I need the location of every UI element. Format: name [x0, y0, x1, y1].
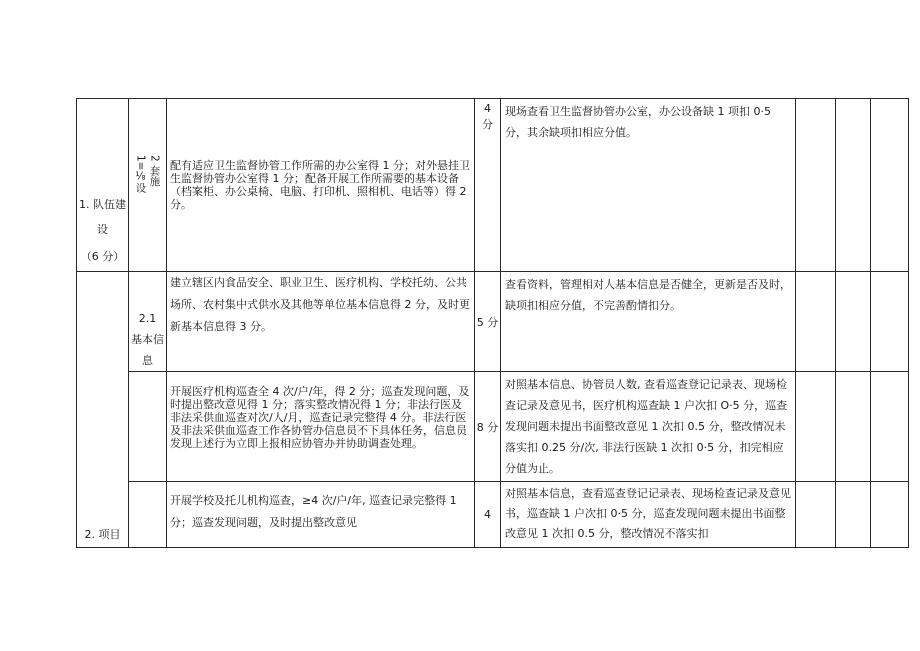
empty-cell	[836, 482, 871, 548]
table-row	[77, 99, 909, 272]
requirement-text: 建立辖区内食品安全、职业卫生、医疗机构、学校托幼、公共场所、农村集中式供水及其他等单位基本信息得 2 分，及时更新基本信息得 3 分。	[170, 276, 470, 333]
score-value: 8 分	[476, 420, 499, 434]
method-cell	[501, 482, 796, 548]
category-line: 设	[97, 223, 108, 236]
score-value: 5 分	[476, 315, 499, 329]
method-cell	[501, 99, 796, 272]
table-row	[77, 272, 909, 372]
score-cell	[475, 272, 501, 372]
empty-cell	[871, 482, 909, 548]
category-cell	[77, 99, 129, 272]
subitem-label: 2.1	[138, 312, 157, 325]
empty-cell	[836, 272, 871, 372]
empty-cell	[871, 99, 909, 272]
subitem-cell	[129, 372, 167, 482]
subitem-label: 1=⅛设	[134, 155, 147, 193]
method-cell	[501, 372, 796, 482]
subitem-label: 息	[142, 354, 153, 367]
score-cell	[475, 99, 501, 272]
assessment-table	[76, 98, 909, 548]
requirement-cell	[167, 99, 475, 272]
method-text: 现场查看卫生监督协管办公室，办公设备缺 1 项扣 0·5 分，其余缺项扣相应分值。	[505, 105, 771, 139]
category-line: 1. 队伍建	[79, 198, 126, 211]
empty-cell	[836, 99, 871, 272]
subitem-cell	[129, 99, 167, 272]
category-cell	[77, 272, 129, 548]
requirement-text: 开展学校及托儿机构巡查，≥4 次/户/年, 巡查记录完整得 1 分；巡查发现问题，及时提出整改意见	[170, 494, 457, 529]
method-cell	[501, 272, 796, 372]
requirement-cell	[167, 272, 475, 372]
category-line: 2. 项目	[84, 528, 121, 541]
empty-cell	[871, 372, 909, 482]
table-row	[77, 372, 909, 482]
empty-cell	[796, 482, 836, 548]
score-value: 4	[484, 102, 491, 115]
method-text: 查看资料，管理相对人基本信息是否健全，更新是否及时，缺项扣相应分值，不完善酌情扣分。	[505, 278, 791, 312]
requirement-text: 开展医疗机构巡查全 4 次/户/年，得 2 分；巡查发现问题，及时提出整改意见得 1 分；落实整改情况得 1 分；非法行医及非法采供血巡查对次/人/月，巡查记录完整得 4 分。非法行医及非法采供血巡查工作各协管办信息员不下具体任务，信息员发现上述行为立即上报相应协管办并协助调查处理。	[170, 385, 470, 450]
requirement-text: 配有适应卫生监督协管工作所需的办公室得 1 分；对外悬挂卫生监督协管办公室得 1 分；配备开展工作所需要的基本设备（档案柜、办公桌椅、电脑、打印机、照相机、电话等）得 2 分。	[170, 159, 470, 211]
empty-cell	[796, 372, 836, 482]
score-cell	[475, 482, 501, 548]
category-score: （6 分）	[80, 250, 125, 263]
score-value: 4	[484, 508, 491, 521]
score-unit: 分	[482, 118, 493, 131]
subitem-label: 2 套施	[148, 155, 161, 187]
table-row	[77, 482, 909, 548]
empty-cell	[796, 99, 836, 272]
method-text: 对照基本信息，查看巡查登记记录表、现场检查记录及意见书，巡查缺 1 户次扣 0·5 分，巡查发现问题未提出书面整改意见 1 次扣 0.5 分，整改情况不落实扣	[505, 487, 791, 540]
requirement-cell	[167, 372, 475, 482]
empty-cell	[871, 272, 909, 372]
subitem-cell	[129, 482, 167, 548]
empty-cell	[796, 272, 836, 372]
method-text: 对照基本信息、协管员人数, 查看巡查登记记录表、现场检查记录及意见书，医疗机构巡查缺 1 户次扣 O·5 分，巡查发现问题未提出书面整改意见 1 次扣 0.5 分，整改情况未落实扣 0.25 分/次, 非法行医缺 1 次扣 0·5 分，扣完相应分值为止。	[505, 378, 788, 475]
requirement-cell	[167, 482, 475, 548]
subitem-label: 基本信	[131, 333, 164, 346]
empty-cell	[836, 372, 871, 482]
score-cell	[475, 372, 501, 482]
subitem-cell	[129, 272, 167, 372]
